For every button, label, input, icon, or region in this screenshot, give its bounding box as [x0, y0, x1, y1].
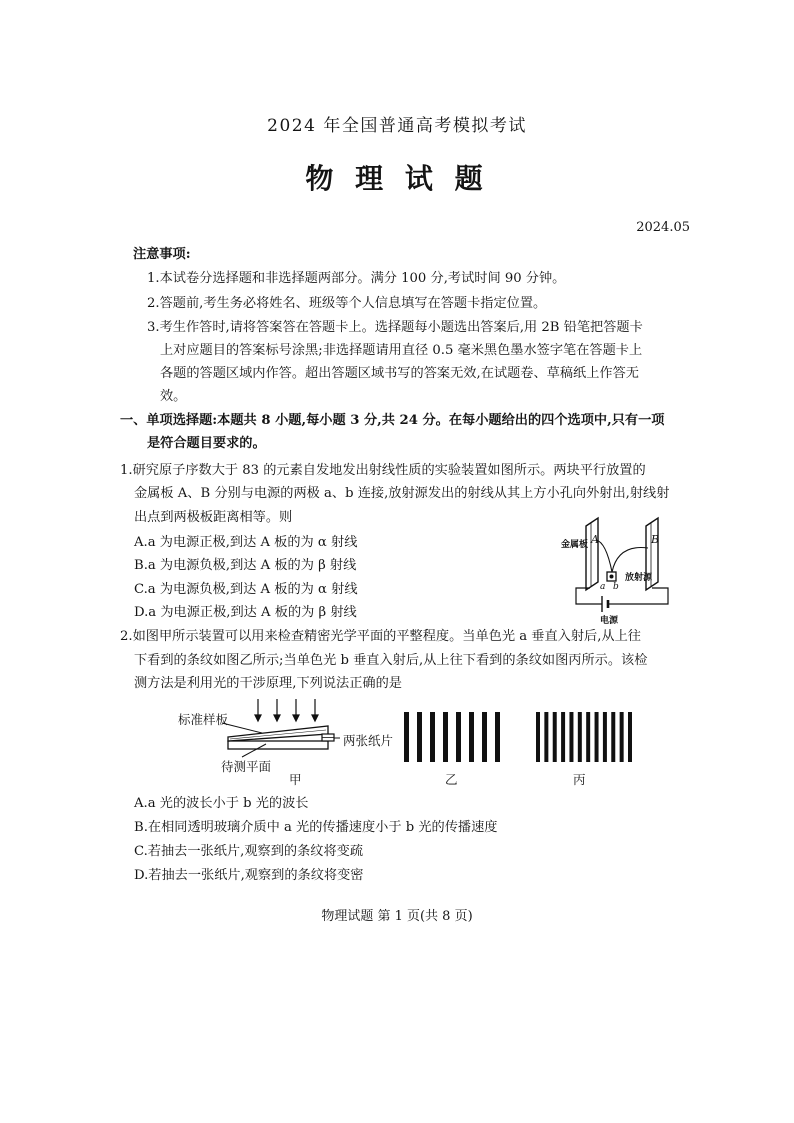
- fringe-bar: [611, 712, 615, 762]
- fringe-bar: [544, 712, 548, 762]
- wire-left: [576, 588, 602, 604]
- q2-stem-2: 下看到的条纹如图乙所示;当单色光 b 垂直入射后,从上往下看到的条纹如图丙所示。该检: [134, 653, 648, 668]
- section-heading: 一、单项选择题:本题共 8 小题,每小题 3 分,共 24 分。在每小题给出的四个选项中,只有一项: [120, 413, 665, 428]
- note-item-3-cont-2: 各题的答题区域内作答。超出答题区域书写的答案无效,在试题卷、草稿纸上作答无: [160, 366, 639, 381]
- page-footer: 物理试题 第 1 页(共 8 页): [321, 909, 473, 924]
- q1-apparatus-drawing: [560, 512, 675, 622]
- note-item-2: 2.答题前,考生务必将姓名、班级等个人信息填写在答题卡指定位置。: [147, 296, 547, 311]
- figure-jia-label: 甲: [289, 772, 302, 787]
- test-plane-plate: [228, 741, 328, 749]
- q1-option-a: A.a 为电源正极,到达 A 板的为 α 射线: [134, 535, 358, 550]
- plate-b-label: B: [651, 533, 660, 546]
- source-label: 放射源: [625, 573, 653, 583]
- q2-option-a: A.a 光的波长小于 b 光的波长: [134, 796, 309, 811]
- fringe-bar: [536, 712, 540, 762]
- pole-b-label: b: [613, 582, 619, 592]
- q2-stem-1: 2.如图甲所示装置可以用来检查精密光学平面的平整程度。当单色光 a 垂直入射后,从上往: [120, 629, 641, 644]
- fringe-bar: [553, 712, 557, 762]
- wedge-apparatus-drawing: [222, 697, 342, 757]
- plate-a-shape: [586, 518, 598, 590]
- fringe-bar: [595, 712, 599, 762]
- exam-title: 2024 年全国普通高考模拟考试: [267, 116, 527, 136]
- note-item-3: 3.考生作答时,请将答案答在答题卡上。选择题每小题选出答案后,用 2B 铅笔把答题卡: [147, 320, 643, 335]
- fringe-bar: [443, 712, 448, 762]
- q2-stem-3: 测方法是利用光的干涉原理,下列说法正确的是: [134, 676, 402, 691]
- fringe-bar: [569, 712, 573, 762]
- fringe-bar: [620, 712, 624, 762]
- figure-yi-label: 乙: [445, 772, 458, 787]
- q1-stem-3: 出点到两极板距离相等。则: [134, 510, 293, 525]
- incident-light-arrows: [255, 699, 318, 721]
- figure-bing-label: 丙: [573, 772, 586, 787]
- fringe-bar: [603, 712, 607, 762]
- power-label: 电源: [600, 616, 619, 626]
- note-item-3-cont-1: 上对应题目的答案标号涂黑;非选择题请用直径 0.5 毫米黑色墨水签字笔在答题卡上: [160, 343, 643, 358]
- fringe-pattern-bing: [536, 712, 632, 762]
- note-item-3-cont-3: 效。: [160, 389, 187, 404]
- plate-a-label: A: [591, 533, 599, 546]
- fringe-pattern-yi: [404, 712, 500, 762]
- test-plane-label: 待测平面: [221, 759, 272, 774]
- q2-option-b: B.在相同透明玻璃介质中 a 光的传播速度小于 b 光的传播速度: [134, 820, 498, 835]
- q1-stem-2: 金属板 A、B 分别与电源的两极 a、b 连接,放射源发出的射线从其上方小孔向外射出,射线射: [134, 486, 670, 501]
- fringe-bar: [430, 712, 435, 762]
- fringe-bar: [561, 712, 565, 762]
- q1-stem-1: 1.研究原子序数大于 83 的元素自发地发出射线性质的实验装置如图所示。两块平行放置的: [120, 463, 646, 478]
- paper-strips-label: 两张纸片: [343, 733, 394, 748]
- fringe-bar: [482, 712, 487, 762]
- fringe-bar: [628, 712, 632, 762]
- q2-option-d: D.若抽去一张纸片,观察到的条纹将变密: [134, 868, 364, 883]
- subject-title: 物 理 试 题: [305, 162, 489, 195]
- wire-right: [620, 588, 668, 604]
- section-heading-cont: 是符合题目要求的。: [147, 436, 266, 451]
- fringe-bar: [417, 712, 422, 762]
- fringe-bar: [495, 712, 500, 762]
- q1-option-b: B.a 为电源负极,到达 A 板的为 β 射线: [134, 558, 357, 573]
- pole-a-label: a: [600, 582, 606, 592]
- fringe-bar: [586, 712, 590, 762]
- fringe-bar: [469, 712, 474, 762]
- fringe-bar: [404, 712, 409, 762]
- fringe-bar: [456, 712, 461, 762]
- ray-trajectory-right: [612, 548, 648, 573]
- notes-heading: 注意事项:: [133, 247, 191, 262]
- q1-option-d: D.a 为电源正极,到达 A 板的为 β 射线: [134, 605, 357, 620]
- standard-plate-label: 标准样板: [178, 712, 229, 727]
- metal-plate-label: 金属板: [561, 540, 589, 550]
- fringe-bar: [578, 712, 582, 762]
- q1-option-c: C.a 为电源负极,到达 A 板的为 α 射线: [134, 582, 358, 597]
- q2-option-c: C.若抽去一张纸片,观察到的条纹将变疏: [134, 844, 364, 859]
- note-item-1: 1.本试卷分选择题和非选择题两部分。满分 100 分,考试时间 90 分钟。: [147, 271, 566, 286]
- exam-date: 2024.05: [636, 220, 690, 235]
